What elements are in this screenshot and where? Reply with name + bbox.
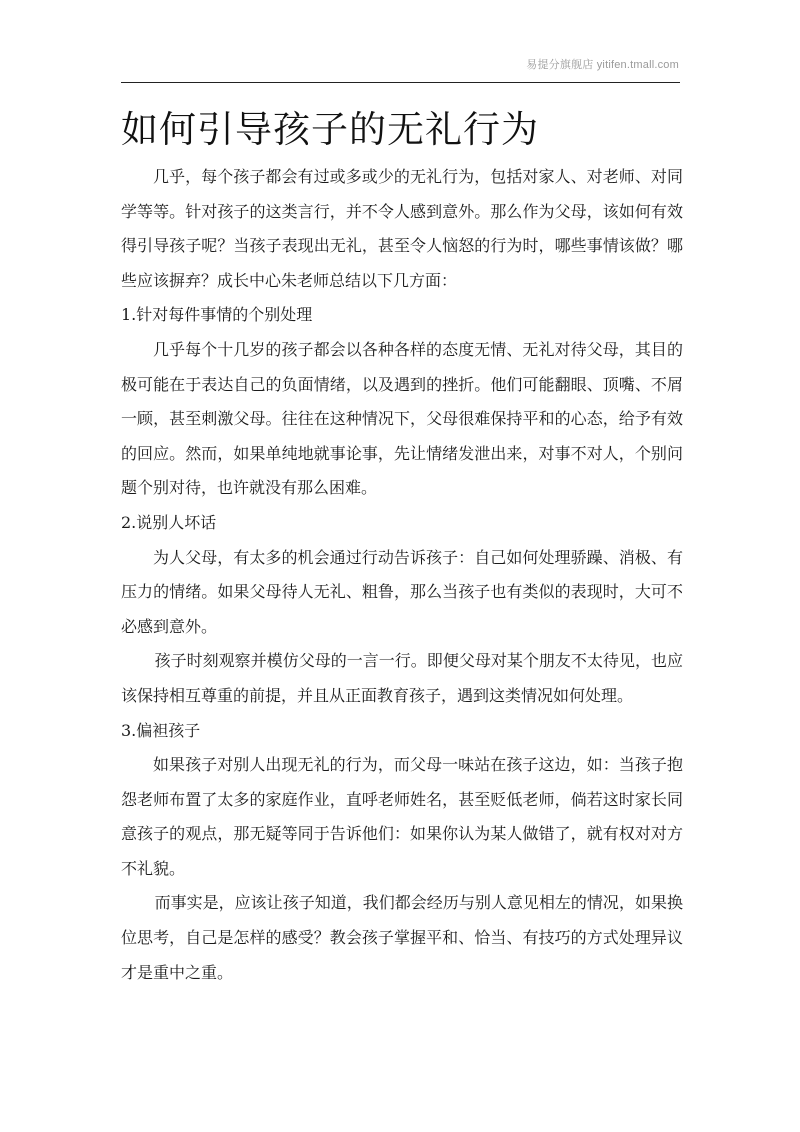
section-1-paragraph-1: 几乎每个十几岁的孩子都会以各种各样的态度无情、无礼对待父母，其目的极可能在于表达自己的负面情绪，以及遇到的挫折。他们可能翻眼、顶嘴、不屑一顾，甚至刺激父母。往往在这种情况下，父母很难保持平和的心态，给予有效的回应。然而，如果单纯地就事论事，先让情绪发泄出来，对事不对人，个别问题个别对待，也许就没有那么困难。 (121, 339, 683, 498)
section-2-paragraph-1: 为人父母，有太多的机会通过行动告诉孩子：自己如何处理骄躁、消极、有压力的情绪。如果父母待人无礼、粗鲁，那么当孩子也有类似的表现时，大可不必感到意外。 (121, 547, 683, 636)
header-store-text: 易提分旗舰店 yitifen.tmall.com (526, 59, 679, 71)
section-3-paragraph-1: 如果孩子对别人出现无礼的行为，而父母一味站在孩子这边，如：当孩子抱怨老师布置了太多的家庭作业，直呼老师姓名，甚至贬低老师，倘若这时家长同意孩子的观点，那无疑等同于告诉他们：如果你认为某人做错了，就有权对对方不礼貌。 (121, 755, 683, 878)
section-2-paragraph-2: 孩子时刻观察并模仿父母的一言一行。即便父母对某个朋友不太待见，也应该保持相互尊重的前提，并且从正面教育孩子，遇到这类情况如何处理。 (121, 651, 683, 705)
document-title: 如何引导孩子的无礼行为 (121, 108, 539, 151)
intro-paragraph: 几乎，每个孩子都会有过或多或少的无礼行为，包括对家人、对老师、对同学等等。针对孩子的这类言行，并不令人感到意外。那么作为父母，该如何有效得引导孩子呢？当孩子表现出无礼，甚至令人恼怒的行为时，哪些事情该做？哪些应该摒弃？成长中心朱老师总结以下几方面： (121, 167, 683, 290)
section-heading-1: 1.针对每件事情的个别处理 (121, 305, 313, 325)
document-body (121, 160, 683, 990)
section-heading-2: 2.说别人坏话 (121, 512, 217, 532)
header-divider (121, 82, 680, 83)
section-heading-3: 3.偏袒孩子 (121, 720, 201, 740)
section-3-paragraph-2: 而事实是，应该让孩子知道，我们都会经历与别人意见相左的情况，如果换位思考，自己是怎样的感受？教会孩子掌握平和、恰当、有技巧的方式处理异议才是重中之重。 (121, 893, 683, 982)
